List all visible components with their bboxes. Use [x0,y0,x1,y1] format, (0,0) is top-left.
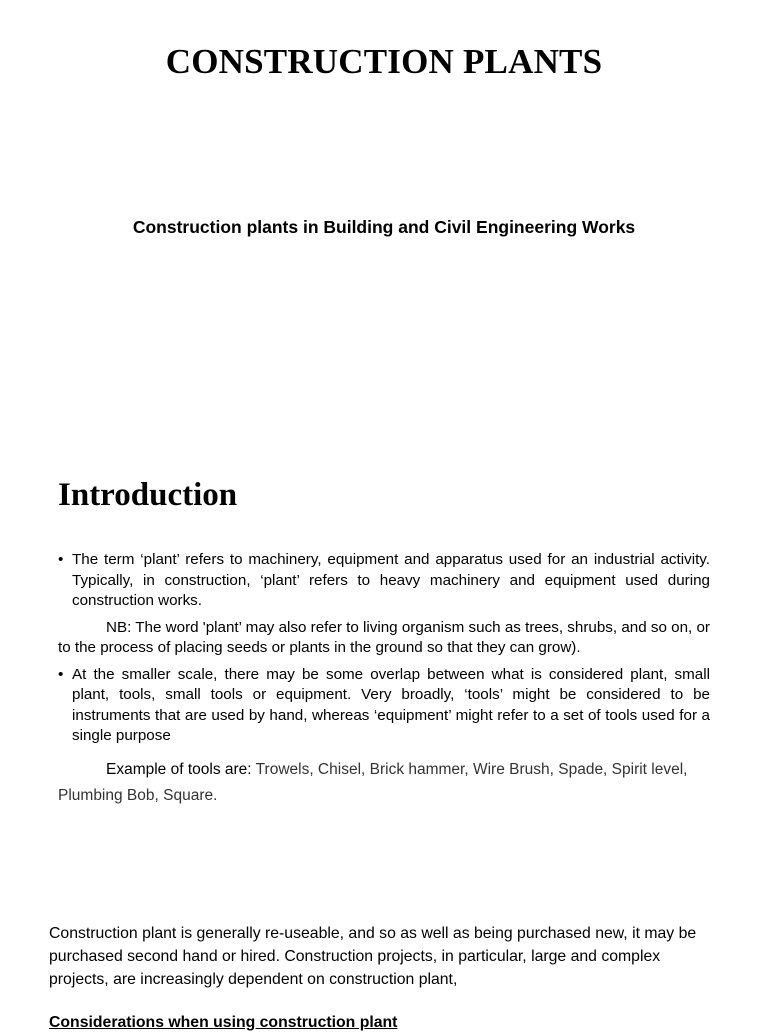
tool-examples-label: Example of tools are: [106,760,256,778]
page-title: CONSTRUCTION PLANTS [165,42,603,81]
section-heading-introduction: Introduction [58,477,238,513]
bullet-icon: • [58,551,64,568]
bullet-item-plant-definition [58,550,710,612]
bullet-text: The term ‘plant’ refers to machinery, equipment and apparatus used for an industrial activity. Typically, in construction, ‘plant’ refers to heavy machinery and equipment used during construction works. [72,551,710,609]
tool-examples-list: Trowels, Chisel, Brick hammer, Wire Brush, Spade, Spirit level, Plumbing Bob, Square. [58,760,688,804]
bullet-text: At the smaller scale, there may be some overlap between what is considered plant, small plant, tools, small tools or equipment. Very broadly, ‘tools’ might be considered to be instruments that are used by hand, whereas ‘equipment’ might refer to a set of tools used for a single purpose [72,665,710,744]
bullet-icon: • [58,665,64,683]
closing-paragraph: Construction plant is generally re-useable, and so as well as being purchased new, it may be purchased second hand or hired. Construction projects, in particular, large and complex projects, are increasingly dependent on construction plant, [49,925,697,988]
nb-note: NB: The word 'plant’ may also refer to living organism such as trees, shrubs, and so on, or to the process of placing seeds or plants in the ground so that they can grow). [58,618,710,656]
bullet-item-tools-overlap [58,665,710,747]
page-subtitle: Construction plants in Building and Civil Engineering Works [132,217,636,237]
considerations-heading: Considerations when using construction plant [49,1014,398,1031]
tool-examples [58,757,710,809]
intro-body [58,550,710,809]
